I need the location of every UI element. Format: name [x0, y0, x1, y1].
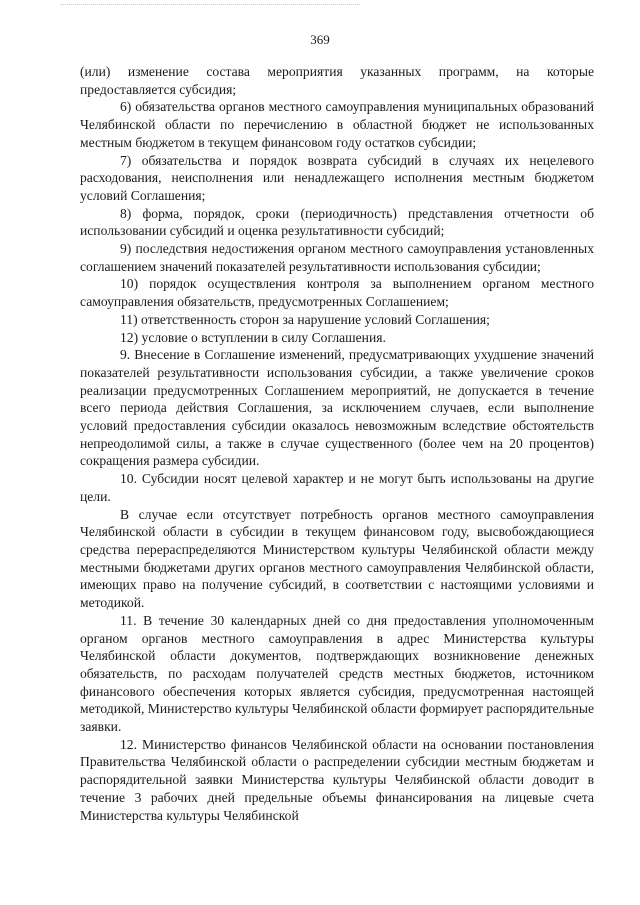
paragraph: 11) ответственность сторон за нарушение условий Соглашения;	[120, 311, 490, 327]
paragraph: (или) изменение состава мероприятия указанных программ, на которые предоставляется субсидия;	[80, 64, 594, 97]
paragraph: 11. В течение 30 календарных дней со дня предоставления уполномоченным органом органов местного самоуправления в адрес Министерства культуры Челябинской области документов, подтверждающих возникновение денежных обязательств, по расходам получателей средств местных бюджетов, источником финансового обеспечения которых является субсидия, предусмотренная настоящей методикой, Министерство культуры Челябинской области формирует распорядительные заявки.	[80, 612, 594, 735]
paragraph: 10. Субсидии носят целевой характер и не могут быть использованы на другие цели.	[80, 471, 594, 504]
scan-artifact	[60, 4, 360, 11]
paragraph: В случае если отсутствует потребность органов местного самоуправления Челябинской области в субсидии в текущем финансовом году, высвобождающиеся средства перераспределяются Министерством культуры Челябинской области между местными бюджетами других органов местного самоуправления Челябинской области, имеющих право на получение субсидий, в соответствии с настоящими условиями и методикой.	[80, 506, 594, 611]
paragraph: 7) обязательства и порядок возврата субсидий в случаях их нецелевого расходования, неисполнения или ненадлежащего исполнения местным бюджетом условий Соглашения;	[80, 152, 594, 203]
page-number: 369	[310, 32, 330, 47]
paragraph: 10) порядок осуществления контроля за выполнением органом местного самоуправления обязательств, предусмотренных Соглашением;	[80, 276, 594, 310]
document-body	[80, 63, 594, 824]
paragraph: 12) условие о вступлении в силу Соглашения.	[120, 329, 386, 345]
paragraph: 6) обязательства органов местного самоуправления муниципальных образований Челябинской области по перечислению в областной бюджет не использованных местным бюджетом в текущем финансовом году остатков субсидии;	[80, 99, 594, 150]
paragraph: 9) последствия недостижения органом местного самоуправления установленных соглашением значений показателей результативности использования субсидии;	[80, 241, 594, 274]
paragraph: 8) форма, порядок, сроки (периодичность) представления отчетности об использовании субсидий и оценка результативности субсидий;	[80, 205, 594, 239]
paragraph: 9. Внесение в Соглашение изменений, предусматривающих ухудшение значений показателей результативности использования субсидии, а также увеличение сроков реализации предусмотренных Соглашением мероприятий, не допускается в течение всего периода действия Соглашения, за исключением случаев, если выполнение условий предоставления субсидии оказалось невозможным вследствие обстоятельств непреодолимой силы, а также в случае существенного (более чем на 20 процентов) сокращения размера субсидии.	[80, 347, 594, 469]
paragraph: 12. Министерство финансов Челябинской области на основании постановления Правительства Челябинской области о распределении субсидии местным бюджетам и распорядительной заявки Министерства культуры Челябинской области доводит в течение 3 рабочих дней предельные объемы финансирования на лицевые счета Министерства культуры Челябинской	[80, 736, 594, 823]
